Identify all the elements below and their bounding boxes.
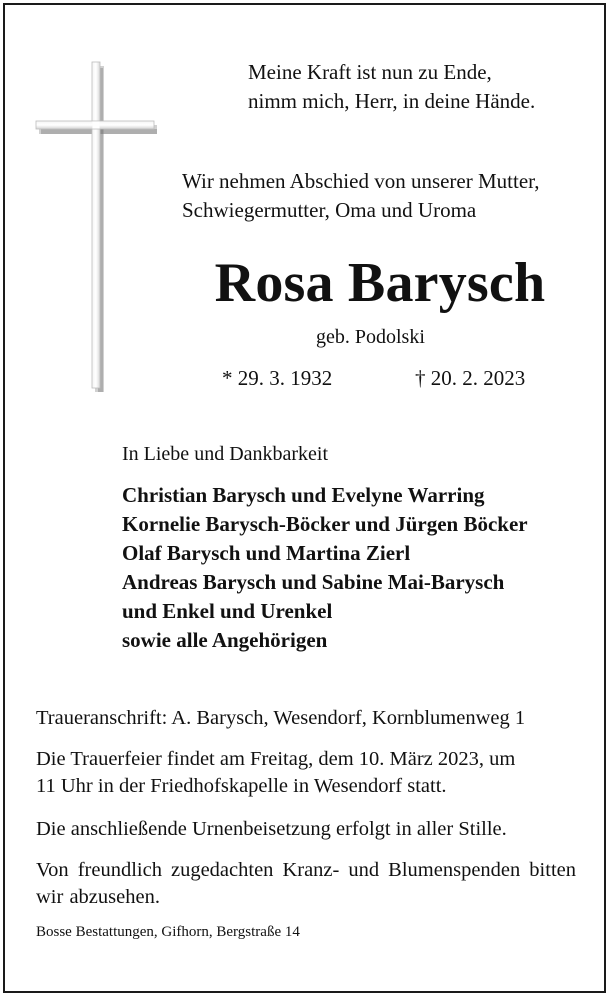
flowers-info: Von freundlich zugedachten Kranz- und Blumenspenden bitten wir abzusehen. [36, 859, 576, 908]
verse [248, 58, 535, 116]
ceremony-info [36, 746, 515, 800]
list-item: und Enkel und Urenkel [122, 599, 333, 623]
list-item: sowie alle Angehörigen [122, 628, 328, 652]
death-date: † 20. 2. 2023 [415, 366, 526, 390]
verse-line-2: nimm mich, Herr, in deine Hände. [248, 89, 536, 113]
intro-line-2: Schwiegermutter, Oma und Uroma [182, 198, 477, 222]
list-item: Andreas Barysch und Sabine Mai-Barysch [122, 570, 505, 594]
intro-line-1: Wir nehmen Abschied von unserer Mutter, [182, 169, 540, 193]
verse-line-1: Meine Kraft ist nun zu Ende, [248, 60, 492, 84]
list-item: Kornelie Barysch-Böcker und Jürgen Böcker [122, 512, 528, 536]
farewell-intro [182, 167, 540, 225]
ceremony-line-1: Die Trauerfeier findet am Freitag, dem 10. März 2023, um [36, 748, 516, 770]
list-item: Christian Barysch und Evelyne Warring [122, 483, 485, 507]
mourners-list [122, 481, 528, 655]
birth-name: geb. Podolski [316, 326, 425, 348]
undertaker: Bosse Bestattungen, Gifhorn, Bergstraße 14 [36, 924, 300, 940]
deceased-name: Rosa Barysch [214, 252, 546, 314]
mourners-intro: In Liebe und Dankbarkeit [122, 443, 329, 465]
birth-date: * 29. 3. 1932 [222, 366, 333, 390]
cross-icon [34, 58, 158, 394]
burial-info: Die anschließende Urnenbeisetzung erfolgt in aller Stille. [36, 818, 507, 840]
ceremony-line-2: 11 Uhr in der Friedhofskapelle in Wesendorf statt. [36, 775, 447, 797]
list-item: Olaf Barysch und Martina Zierl [122, 541, 411, 565]
mourning-address: Traueranschrift: A. Barysch, Wesendorf, Kornblumenweg 1 [36, 707, 526, 729]
